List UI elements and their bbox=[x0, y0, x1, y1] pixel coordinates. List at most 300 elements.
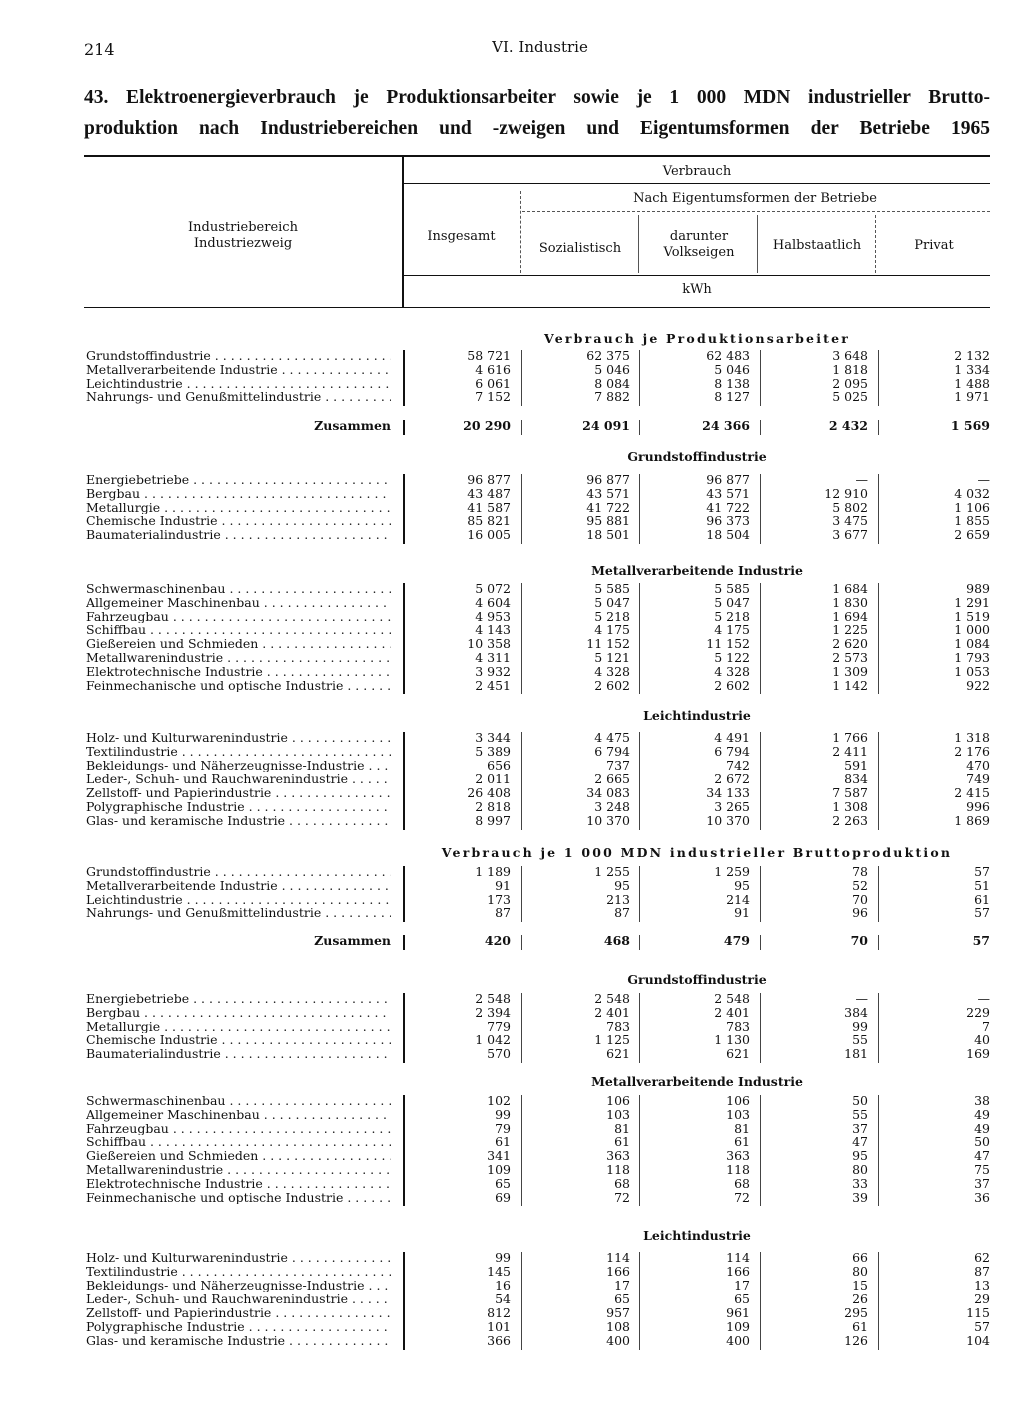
table-row bbox=[86, 745, 990, 759]
table-row bbox=[86, 814, 990, 828]
column-rule bbox=[878, 935, 879, 950]
cell-value: 16 bbox=[495, 1277, 511, 1293]
cell-value: 69 bbox=[495, 1189, 511, 1205]
cell-value: 29 bbox=[974, 1291, 990, 1307]
cell-value: 400 bbox=[606, 1332, 630, 1348]
cell-value: 166 bbox=[606, 1263, 630, 1279]
cell-value: 17 bbox=[614, 1277, 630, 1293]
table-title-line-1: 43. Elektroenergieverbrauch je Produktionsarbeiter sowie je 1 000 MDN industrieller Brutto- bbox=[84, 87, 990, 108]
table-title-line-2: produktion nach Industriebereichen und -zweigen und Eigentumsformen der Betriebe 1965 bbox=[84, 118, 990, 139]
cell-value: 68 bbox=[734, 1175, 750, 1191]
group-title: Leichtindustrie bbox=[643, 1228, 751, 1243]
row-block bbox=[86, 731, 990, 830]
cell-value: 114 bbox=[606, 1250, 630, 1265]
table-row bbox=[86, 1047, 990, 1061]
cell-value: 7 152 bbox=[475, 389, 511, 405]
cell-value: 96 373 bbox=[706, 513, 750, 529]
cell-value: 50 bbox=[852, 1093, 868, 1108]
column-rule bbox=[878, 866, 879, 922]
column-rule bbox=[760, 583, 761, 694]
cell-value: — bbox=[855, 991, 868, 1006]
row-label: Bekleidungs- und Näherzeugnisse-Industrie . . . bbox=[86, 1279, 391, 1293]
cell-value: 3 248 bbox=[594, 799, 630, 814]
cell-value: 7 882 bbox=[594, 389, 630, 405]
table-row bbox=[86, 1163, 990, 1177]
table-row bbox=[86, 992, 990, 1006]
cell-value: 570 bbox=[487, 1046, 511, 1062]
row-label: Baumaterialindustrie . . . bbox=[86, 1047, 391, 1061]
total-label: Zusammen bbox=[314, 419, 391, 433]
cell-value: 11 152 bbox=[586, 636, 630, 652]
row-label: Textilindustrie . . . bbox=[86, 745, 391, 759]
cell-value: 85 821 bbox=[467, 513, 511, 529]
cell-value: 621 bbox=[726, 1046, 750, 1062]
cell-value: 91 bbox=[734, 905, 750, 921]
cell-value: 4 604 bbox=[475, 594, 511, 610]
column-rule bbox=[760, 474, 761, 544]
cell-value: 4 175 bbox=[714, 622, 750, 638]
row-label: Energiebetriebe . . . bbox=[86, 992, 391, 1006]
cell-value: 5 218 bbox=[594, 608, 630, 624]
cell-value: 341 bbox=[487, 1148, 511, 1164]
row-label: Schiffbau . . . bbox=[86, 1135, 391, 1149]
cell-value: 70 bbox=[850, 933, 868, 948]
row-block bbox=[86, 473, 990, 544]
cell-value: 87 bbox=[974, 1263, 990, 1279]
cell-value: 1 142 bbox=[832, 677, 868, 693]
column-rule bbox=[521, 1252, 522, 1350]
column-rule bbox=[878, 350, 879, 406]
row-label: Bekleidungs- und Näherzeugnisse-Industrie . . . bbox=[86, 759, 391, 773]
header-verbrauch: Verbrauch bbox=[662, 164, 732, 179]
cell-value: 145 bbox=[487, 1263, 511, 1279]
row-label: Metallverarbeitende Industrie . . . bbox=[86, 363, 391, 377]
cell-value: 4 328 bbox=[594, 663, 630, 679]
cell-value: 5 121 bbox=[594, 650, 630, 665]
cell-value: 812 bbox=[487, 1305, 511, 1321]
cell-value: 61 bbox=[974, 891, 990, 907]
cell-value: 96 877 bbox=[467, 472, 511, 487]
column-rule bbox=[639, 350, 640, 406]
cell-value: 166 bbox=[726, 1263, 750, 1279]
cell-value: 2 573 bbox=[832, 650, 868, 665]
table-row bbox=[86, 1334, 990, 1348]
header-rule-2 bbox=[522, 211, 990, 212]
column-rule bbox=[760, 935, 761, 950]
cell-value: 1 000 bbox=[954, 622, 990, 638]
cell-value: 55 bbox=[852, 1032, 868, 1048]
table-row bbox=[86, 349, 990, 363]
section-title: Verbrauch je Produktionsarbeiter bbox=[543, 331, 851, 346]
cell-value: 41 722 bbox=[706, 499, 750, 515]
cell-value: 81 bbox=[734, 1120, 750, 1136]
cell-value: 5 389 bbox=[475, 743, 511, 759]
cell-value: 3 265 bbox=[714, 799, 750, 814]
cell-value: 40 bbox=[974, 1032, 990, 1048]
cell-value: 1 125 bbox=[594, 1032, 630, 1048]
total-label: Zusammen bbox=[314, 934, 391, 948]
column-rule bbox=[760, 1095, 761, 1206]
table-row bbox=[86, 363, 990, 377]
cell-value: 1 291 bbox=[954, 594, 990, 610]
header-stub bbox=[87, 220, 399, 252]
header-col-divider-3 bbox=[757, 215, 758, 273]
cell-value: 1 309 bbox=[832, 663, 868, 679]
cell-value: 103 bbox=[726, 1106, 750, 1122]
running-head: VI. Industrie bbox=[492, 38, 588, 56]
header-halbstaatlich: Halbstaatlich bbox=[772, 238, 862, 253]
cell-value: 34 133 bbox=[706, 785, 750, 801]
table-title bbox=[84, 82, 990, 144]
cell-value: 99 bbox=[495, 1106, 511, 1122]
cell-value: 4 175 bbox=[594, 622, 630, 638]
column-rule bbox=[760, 1252, 761, 1350]
table-row bbox=[86, 800, 990, 814]
cell-value: — bbox=[855, 472, 868, 487]
cell-value: 37 bbox=[974, 1175, 990, 1191]
row-label: Allgemeiner Maschinenbau . . . bbox=[86, 596, 391, 610]
column-rule bbox=[760, 866, 761, 922]
table-row bbox=[86, 731, 990, 745]
cell-value: 366 bbox=[487, 1332, 511, 1348]
cell-value: 2 432 bbox=[828, 418, 868, 433]
group-title: Grundstoffindustrie bbox=[627, 972, 767, 987]
cell-value: 1 189 bbox=[475, 864, 511, 879]
row-block bbox=[86, 1094, 990, 1206]
cell-value: 99 bbox=[852, 1018, 868, 1034]
cell-value: 1 318 bbox=[954, 730, 990, 745]
cell-value: 2 548 bbox=[594, 991, 630, 1006]
cell-value: 3 344 bbox=[475, 730, 511, 745]
total-row bbox=[86, 934, 990, 948]
row-label: Energiebetriebe . . . bbox=[86, 473, 391, 487]
cell-value: 51 bbox=[974, 877, 990, 893]
cell-value: 2 548 bbox=[475, 991, 511, 1006]
cell-value: 39 bbox=[852, 1189, 868, 1205]
cell-value: 1 971 bbox=[954, 389, 990, 405]
cell-value: 8 127 bbox=[714, 389, 750, 405]
cell-value: 62 375 bbox=[586, 348, 630, 363]
cell-value: 118 bbox=[726, 1162, 750, 1177]
cell-value: 1 053 bbox=[954, 663, 990, 679]
column-rule bbox=[403, 866, 405, 922]
cell-value: 5 122 bbox=[714, 650, 750, 665]
cell-value: 742 bbox=[726, 757, 750, 773]
cell-value: 37 bbox=[852, 1120, 868, 1136]
table-row bbox=[86, 582, 990, 596]
table-row bbox=[86, 906, 990, 920]
cell-value: 24 091 bbox=[582, 418, 630, 433]
cell-value: 12 910 bbox=[824, 485, 868, 501]
cell-value: 957 bbox=[606, 1305, 630, 1321]
cell-value: 65 bbox=[614, 1291, 630, 1307]
cell-value: 989 bbox=[966, 581, 990, 596]
cell-value: 2 818 bbox=[475, 799, 511, 814]
cell-value: 62 bbox=[974, 1250, 990, 1265]
column-rule bbox=[403, 1252, 405, 1350]
column-rule bbox=[878, 732, 879, 830]
header-darunter-volkseigen bbox=[641, 229, 757, 261]
cell-value: 8 084 bbox=[594, 375, 630, 391]
cell-value: 3 677 bbox=[832, 527, 868, 543]
row-label: Nahrungs- und Genußmittelindustrie . . . bbox=[86, 906, 391, 920]
cell-value: 10 370 bbox=[706, 812, 750, 828]
row-label: Schwermaschinenbau . . . bbox=[86, 582, 391, 596]
column-rule bbox=[760, 420, 761, 435]
cell-value: 7 587 bbox=[832, 785, 868, 801]
table-row bbox=[86, 679, 990, 693]
cell-value: 783 bbox=[726, 1018, 750, 1034]
cell-value: 591 bbox=[844, 757, 868, 773]
cell-value: 57 bbox=[974, 864, 990, 879]
row-block bbox=[86, 582, 990, 694]
cell-value: 41 722 bbox=[586, 499, 630, 515]
row-label: Metallurgie . . . bbox=[86, 1020, 391, 1034]
cell-value: 1 869 bbox=[954, 812, 990, 828]
cell-value: 78 bbox=[852, 864, 868, 879]
cell-value: 43 571 bbox=[706, 485, 750, 501]
column-rule bbox=[403, 993, 405, 1063]
row-label: Bergbau . . . bbox=[86, 1006, 391, 1020]
cell-value: 33 bbox=[852, 1175, 868, 1191]
cell-value: 1 855 bbox=[954, 513, 990, 529]
cell-value: 4 475 bbox=[594, 730, 630, 745]
cell-value: 181 bbox=[844, 1046, 868, 1062]
column-rule bbox=[760, 732, 761, 830]
column-rule bbox=[403, 583, 405, 694]
column-rule bbox=[521, 583, 522, 694]
row-label: Metallurgie . . . bbox=[86, 501, 391, 515]
cell-value: 4 143 bbox=[475, 622, 511, 638]
cell-value: 95 bbox=[734, 877, 750, 893]
cell-value: 214 bbox=[726, 891, 750, 907]
cell-value: 10 358 bbox=[467, 636, 511, 652]
cell-value: 4 953 bbox=[475, 608, 511, 624]
cell-value: 96 877 bbox=[586, 472, 630, 487]
cell-value: 24 366 bbox=[702, 418, 750, 433]
cell-value: 229 bbox=[966, 1004, 990, 1020]
cell-value: 5 585 bbox=[714, 581, 750, 596]
group-title: Leichtindustrie bbox=[643, 708, 751, 723]
cell-value: 106 bbox=[606, 1093, 630, 1108]
cell-value: 16 005 bbox=[467, 527, 511, 543]
column-rule bbox=[639, 583, 640, 694]
row-label: Glas- und keramische Industrie . . . bbox=[86, 1334, 391, 1348]
row-label: Holz- und Kulturwarenindustrie . . . bbox=[86, 1251, 391, 1265]
cell-value: 363 bbox=[606, 1148, 630, 1164]
cell-value: 5 046 bbox=[714, 361, 750, 377]
row-label: Zellstoff- und Papierindustrie . . . bbox=[86, 1306, 391, 1320]
cell-value: 2 659 bbox=[954, 527, 990, 543]
cell-value: 8 138 bbox=[714, 375, 750, 391]
cell-value: — bbox=[977, 472, 990, 487]
column-rule bbox=[403, 1095, 405, 1206]
cell-value: 4 311 bbox=[475, 650, 511, 665]
header-stub-line-2: Industriezweig bbox=[193, 236, 293, 251]
table-row bbox=[86, 1320, 990, 1334]
cell-value: 1 569 bbox=[950, 418, 990, 433]
row-label: Schiffbau . . . bbox=[86, 623, 391, 637]
cell-value: 61 bbox=[852, 1319, 868, 1334]
cell-value: 114 bbox=[726, 1250, 750, 1265]
cell-value: 102 bbox=[487, 1093, 511, 1108]
cell-value: 295 bbox=[844, 1305, 868, 1321]
cell-value: 922 bbox=[966, 677, 990, 693]
cell-value: 3 648 bbox=[832, 348, 868, 363]
cell-value: 4 616 bbox=[475, 361, 511, 377]
row-block bbox=[86, 419, 990, 435]
column-rule bbox=[521, 935, 522, 950]
row-label: Grundstoffindustrie . . . bbox=[86, 349, 391, 363]
cell-value: 61 bbox=[495, 1134, 511, 1150]
cell-value: 52 bbox=[852, 877, 868, 893]
cell-value: 2 672 bbox=[714, 771, 750, 787]
header-nach-eigentumsformen: Nach Eigentumsformen der Betriebe bbox=[633, 191, 877, 206]
row-label: Elektrotechnische Industrie . . . bbox=[86, 665, 391, 679]
column-rule bbox=[878, 474, 879, 544]
total-row bbox=[86, 419, 990, 433]
cell-value: 1 259 bbox=[714, 864, 750, 879]
row-label: Gießereien und Schmieden . . . bbox=[86, 1149, 391, 1163]
cell-value: 5 025 bbox=[832, 389, 868, 405]
cell-value: 10 370 bbox=[586, 812, 630, 828]
column-rule bbox=[639, 1095, 640, 1206]
column-rule bbox=[878, 993, 879, 1063]
cell-value: — bbox=[977, 991, 990, 1006]
cell-value: 15 bbox=[852, 1277, 868, 1293]
table-row bbox=[86, 865, 990, 879]
group-title: Metallverarbeitende Industrie bbox=[591, 563, 803, 578]
row-label: Nahrungs- und Genußmittelindustrie . . . bbox=[86, 390, 391, 404]
row-label: Feinmechanische und optische Industrie . . . bbox=[86, 679, 391, 693]
cell-value: 1 225 bbox=[832, 622, 868, 638]
cell-value: 41 587 bbox=[467, 499, 511, 515]
cell-value: 11 152 bbox=[706, 636, 750, 652]
cell-value: 2 401 bbox=[714, 1004, 750, 1020]
page-number: 214 bbox=[84, 40, 115, 59]
cell-value: 468 bbox=[603, 933, 630, 948]
cell-value: 47 bbox=[852, 1134, 868, 1150]
cell-value: 26 408 bbox=[467, 785, 511, 801]
row-label: Chemische Industrie . . . bbox=[86, 1033, 391, 1047]
cell-value: 1 084 bbox=[954, 636, 990, 652]
cell-value: 1 684 bbox=[832, 581, 868, 596]
cell-value: 1 308 bbox=[832, 799, 868, 814]
cell-value: 87 bbox=[614, 905, 630, 921]
header-rule-3 bbox=[404, 275, 990, 276]
cell-value: 779 bbox=[487, 1018, 511, 1034]
cell-value: 115 bbox=[966, 1305, 990, 1321]
cell-value: 72 bbox=[734, 1189, 750, 1205]
row-label: Textilindustrie . . . bbox=[86, 1265, 391, 1279]
cell-value: 61 bbox=[734, 1134, 750, 1150]
cell-value: 1 334 bbox=[954, 361, 990, 377]
column-rule bbox=[639, 993, 640, 1063]
cell-value: 2 401 bbox=[594, 1004, 630, 1020]
cell-value: 68 bbox=[614, 1175, 630, 1191]
table-row bbox=[86, 487, 990, 501]
cell-value: 43 571 bbox=[586, 485, 630, 501]
cell-value: 18 501 bbox=[586, 527, 630, 543]
row-label: Elektrotechnische Industrie . . . bbox=[86, 1177, 391, 1191]
header-rule-1 bbox=[404, 183, 990, 184]
column-rule bbox=[878, 583, 879, 694]
cell-value: 384 bbox=[844, 1004, 868, 1020]
row-label: Leichtindustrie . . . bbox=[86, 377, 391, 391]
cell-value: 57 bbox=[972, 933, 990, 948]
row-label: Gießereien und Schmieden . . . bbox=[86, 637, 391, 651]
cell-value: 80 bbox=[852, 1263, 868, 1279]
cell-value: 99 bbox=[495, 1250, 511, 1265]
table-row bbox=[86, 1265, 990, 1279]
column-rule bbox=[878, 420, 879, 435]
cell-value: 169 bbox=[966, 1046, 990, 1062]
cell-value: 65 bbox=[495, 1175, 511, 1191]
cell-value: 79 bbox=[495, 1120, 511, 1136]
row-label: Baumaterialindustrie . . . bbox=[86, 528, 391, 542]
cell-value: 87 bbox=[495, 905, 511, 921]
cell-value: 2 602 bbox=[714, 677, 750, 693]
cell-value: 106 bbox=[726, 1093, 750, 1108]
cell-value: 50 bbox=[974, 1134, 990, 1150]
cell-value: 2 132 bbox=[954, 348, 990, 363]
table-row bbox=[86, 528, 990, 542]
cell-value: 66 bbox=[852, 1250, 868, 1265]
cell-value: 1 793 bbox=[954, 650, 990, 665]
cell-value: 783 bbox=[606, 1018, 630, 1034]
cell-value: 95 bbox=[852, 1148, 868, 1164]
row-label: Grundstoffindustrie . . . bbox=[86, 865, 391, 879]
header-col-divider-4 bbox=[875, 215, 876, 273]
cell-value: 2 548 bbox=[714, 991, 750, 1006]
group-title: Metallverarbeitende Industrie bbox=[591, 1074, 803, 1089]
table-row bbox=[86, 1006, 990, 1020]
row-label: Feinmechanische und optische Industrie . . . bbox=[86, 1191, 391, 1205]
cell-value: 479 bbox=[723, 933, 750, 948]
column-rule bbox=[403, 732, 405, 830]
header-unit: kWh bbox=[682, 282, 712, 297]
cell-value: 1 106 bbox=[954, 499, 990, 515]
row-label: Holz- und Kulturwarenindustrie . . . bbox=[86, 731, 391, 745]
row-block bbox=[86, 934, 990, 950]
header-col-divider-1 bbox=[520, 191, 521, 273]
cell-value: 5 802 bbox=[832, 499, 868, 515]
row-label: Polygraphische Industrie . . . bbox=[86, 800, 391, 814]
cell-value: 834 bbox=[844, 771, 868, 787]
column-rule bbox=[521, 993, 522, 1063]
cell-value: 108 bbox=[606, 1319, 630, 1334]
header-col-divider-2 bbox=[638, 215, 639, 273]
row-label: Metallwarenindustrie . . . bbox=[86, 1163, 391, 1177]
row-label: Leder-, Schuh- und Rauchwarenindustrie . . . bbox=[86, 1292, 391, 1306]
cell-value: 126 bbox=[844, 1332, 868, 1348]
table-row bbox=[86, 596, 990, 610]
column-rule bbox=[639, 1252, 640, 1350]
row-block bbox=[86, 1251, 990, 1350]
cell-value: 91 bbox=[495, 877, 511, 893]
cell-value: 96 bbox=[852, 905, 868, 921]
cell-value: 75 bbox=[974, 1162, 990, 1177]
cell-value: 54 bbox=[495, 1291, 511, 1307]
row-label: Fahrzeugbau . . . bbox=[86, 610, 391, 624]
table-top-rule bbox=[84, 155, 990, 157]
cell-value: 1 130 bbox=[714, 1032, 750, 1048]
column-rule bbox=[403, 420, 405, 435]
table-row bbox=[86, 473, 990, 487]
header-privat: Privat bbox=[914, 238, 954, 253]
column-rule bbox=[521, 866, 522, 922]
header-stub-line-1: Industriebereich bbox=[188, 220, 298, 235]
